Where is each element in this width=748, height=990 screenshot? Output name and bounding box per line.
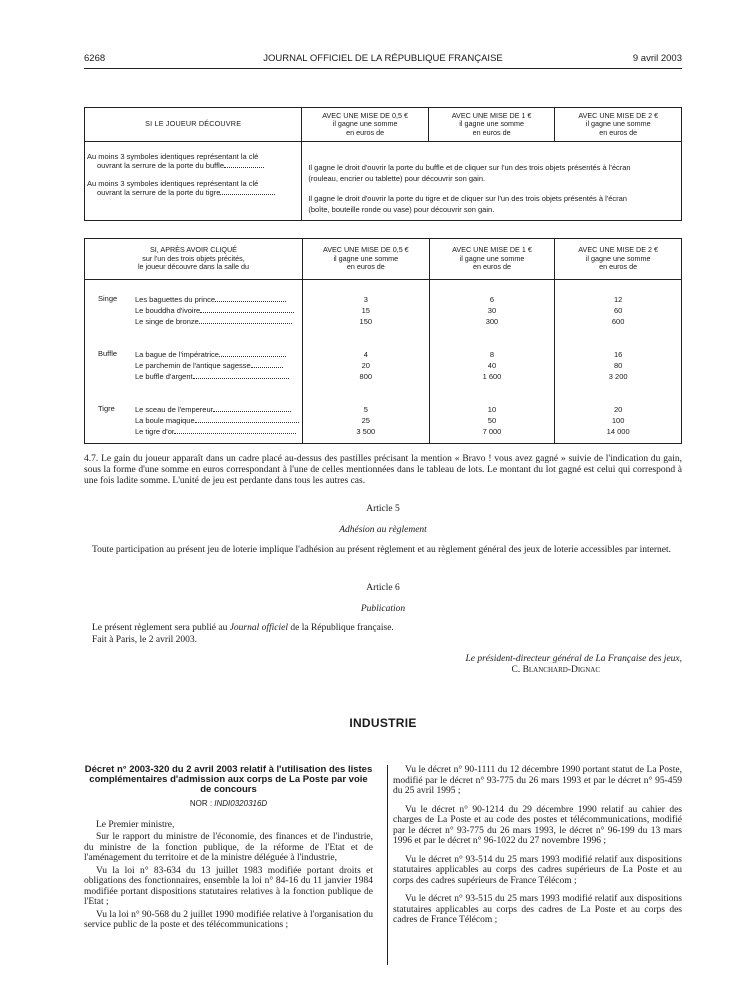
decree-paragraph: Vu le décret n° 93-514 du 25 mars 1993 modifié relatif aux dispositions statutaires applicables au corps des cadres supérieurs de La Poste et au corps des cadres supérieurs de France Télécom ; <box>393 854 682 886</box>
decree-paragraph: Vu le décret n° 90-1111 du 12 décembre 1990 portant statut de La Poste, modifié par le décret n° 93-775 du 26 mars 1993 et par le décret n° 95-459 du 25 avril 1995 ; <box>393 765 682 796</box>
group-singe <box>85 294 302 327</box>
journal-title: JOURNAL OFFICIEL DE LA RÉPUBLIQUE FRANÇAISE <box>263 53 503 64</box>
article-5-subtitle: Adhésion au règlement <box>339 525 427 535</box>
group-name: Tigre <box>98 404 115 413</box>
list-item: La bague de l'impératrice <box>85 349 302 360</box>
header-cell-stake-1: AVEC UNE MISE DE 1 € il gagne une somme en euros de <box>428 108 555 142</box>
items-column <box>85 280 303 444</box>
article-6-text: Le présent règlement sera publié au Journal officiel de la République française. <box>92 623 394 633</box>
value-cell: 25 <box>361 416 370 425</box>
decree-paragraph: Vu la loi n° 83-634 du 13 juillet 1983 modifiée portant droits et obligations des fonctionnaires, ensemble la loi n° 84-16 du 11 janvier 1984 modifiée portant dispositions statutaires relatives à la fonction publique de l'Etat ; <box>84 865 373 907</box>
leader-dots <box>224 162 264 168</box>
prizes-table <box>84 238 682 444</box>
list-item: Les baguettes du prince <box>85 294 302 305</box>
stake-2-column <box>555 280 682 444</box>
header-cell-stake-05: AVEC UNE MISE DE 0,5 € il gagne une somme en euros de <box>302 108 429 142</box>
decree-paragraph: Le Premier ministre, <box>96 819 175 830</box>
article-5-text: Toute participation au présent jeu de loterie implique l'adhésion au présent règlement et au règlement général des jeux de loterie accessibles par internet. <box>92 545 671 555</box>
row2-label-line1: Au moins 3 symboles identiques représentant la clé <box>87 179 259 188</box>
leader-dots <box>220 189 275 195</box>
value-cell: 20 <box>613 405 623 414</box>
value-cell: 600 <box>611 317 625 326</box>
keys-table <box>84 107 682 221</box>
article-6-subtitle: Publication <box>360 604 406 614</box>
value-cell: 7 000 <box>482 427 502 436</box>
value-cell: 300 <box>485 317 499 326</box>
value-cell: 30 <box>487 306 497 315</box>
table-header-row <box>85 108 682 142</box>
decree-paragraph: Vu le décret n° 90-1214 du 29 décembre 1990 relatif au cahier des charges de La Poste et au code des postes et télécommunications, modifié par le décret n° 93-775 du 26 mars 1993, le décret n° 96-199 du 13 mars 1996 et par le décret n° 96-1022 du 27 novembre 1996 ; <box>393 804 682 846</box>
table-body-row <box>85 280 682 444</box>
list-item: Le bouddha d'ivoire <box>85 305 302 316</box>
running-header <box>84 53 682 67</box>
row2-gain-line2: (boîte, bouteille ronde ou vase) pour découvrir son gain. <box>308 205 495 214</box>
decree-left-column <box>84 765 373 931</box>
header-cell-stake-2: AVEC UNE MISE DE 2 € il gagne une somme en euros de <box>555 108 682 142</box>
article-6-title: Article 6 <box>366 583 400 593</box>
column-divider <box>387 765 388 965</box>
value-cell: 3 200 <box>608 372 628 381</box>
value-cell: 12 <box>613 295 623 304</box>
signature-name: C. Blanchard-Dignac <box>511 665 600 675</box>
table-row <box>85 142 682 221</box>
value-cell: 4 <box>363 350 368 359</box>
group-tigre <box>85 404 302 437</box>
table-header-row <box>85 239 682 280</box>
decree-paragraph: Vu la loi n° 90-568 du 2 juillet 1990 modifiée relative à l'organisation du service public de la poste et des télécommunications ; <box>84 909 373 930</box>
article-6-done: Fait à Paris, le 2 avril 2003. <box>92 635 198 645</box>
value-cell: 40 <box>487 361 497 370</box>
article-5-title: Article 5 <box>366 504 400 514</box>
group-buffle <box>85 349 302 382</box>
value-cell: 60 <box>613 306 623 315</box>
value-cell: 14 000 <box>606 427 630 436</box>
value-cell: 50 <box>487 416 497 425</box>
value-cell: 100 <box>611 416 625 425</box>
row2-gain-line1: Il gagne le droit d'ouvrir la porte du tigre et de cliquer sur l'un des trois objets présentés à l'écran <box>308 194 627 203</box>
header-cell-stake-1: AVEC UNE MISE DE 1 € il gagne une somme en euros de <box>429 239 555 280</box>
header-rule <box>84 68 682 69</box>
list-item: Le singe de bronze <box>85 316 302 327</box>
list-item: Le buffle d'argent <box>85 371 302 382</box>
value-cell: 1 600 <box>482 372 502 381</box>
row1-gain-line1: Il gagne le droit d'ouvrir la porte du buffle et de cliquer sur l'un des trois objets présentés à l'écran <box>308 163 631 172</box>
row1-label-line1: Au moins 3 symboles identiques représentant la clé <box>87 152 259 161</box>
nor-line: NOR : INDI0320316D <box>189 799 268 808</box>
page-number: 6268 <box>84 53 106 64</box>
row1-gain-line2: (rouleau, encrier ou tablette) pour découvrir son gain. <box>308 174 486 183</box>
value-cell: 150 <box>359 317 373 326</box>
issue-date: 9 avril 2003 <box>632 53 682 64</box>
decree-title: Décret n° 2003-320 du 2 avril 2003 relatif à l'utilisation des listes complémentaires d'admission aux corps de La Poste par voie de concours <box>84 764 373 795</box>
value-cell: 3 <box>363 295 368 304</box>
header-cell-condition: SI LE JOUEUR DÉCOUVRE <box>85 108 302 142</box>
gain-cell <box>302 142 682 221</box>
list-item: Le tigre d'or <box>85 426 302 437</box>
list-item: Le parchemin de l'antique sagesse <box>85 360 302 371</box>
section-title: INDUSTRIE <box>349 716 417 730</box>
value-cell: 80 <box>613 361 623 370</box>
paragraph-4-7: 4.7. Le gain du joueur apparaît dans un cadre placé au-dessus des pastilles précisant la mention « Bravo ! vous avez gagné » suivie de l'indication du gain, sous la forme d'une somme en euros correspondant à l'une de celles mentionnées dans le tableau de lots. Le montant du lot gagné est celui qui correspond à une fois ladite somme. L'unité de jeu est perdante dans tous les autres cas. <box>84 454 682 486</box>
header-cell-stake-05: AVEC UNE MISE DE 0,5 € il gagne une somme en euros de <box>302 239 429 280</box>
list-item: Le sceau de l'empereur <box>85 404 302 415</box>
header-cell-room: SI, APRÈS AVOIR CLIQUÉ sur l'un des trois objets précités, le joueur découvre dans la salle du <box>85 239 303 280</box>
stake-1-column <box>429 280 555 444</box>
condition-cell <box>85 142 302 221</box>
value-cell: 20 <box>361 361 370 370</box>
decree-right-column <box>393 765 682 934</box>
value-cell: 800 <box>359 372 373 381</box>
signature-role: Le président-directeur général de La Française des jeux, <box>465 654 682 664</box>
value-cell: 5 <box>363 405 368 414</box>
value-cell: 6 <box>489 295 495 304</box>
value-cell: 10 <box>487 405 497 414</box>
value-cell: 8 <box>489 350 495 359</box>
decree-paragraph: Sur le rapport du ministre de l'économie, des finances et de l'industrie, du ministre de la fonction publique, de la réforme de l'Etat et de l'aménagement du territoire et de la ministre déléguée à l'industrie, <box>84 832 373 863</box>
row1-label-line2: ouvrant la serrure de la porte du buffle <box>97 161 225 170</box>
group-name: Buffle <box>98 349 118 358</box>
group-name: Singe <box>98 294 118 303</box>
stake-05-column <box>302 280 429 444</box>
header-cell-stake-2: AVEC UNE MISE DE 2 € il gagne une somme en euros de <box>555 239 682 280</box>
decree-paragraph: Vu le décret n° 93-515 du 25 mars 1993 modifié relatif aux dispositions statutaires applicables au corps des cadres de La Poste et au corps des cadres de France Télécom ; <box>393 894 682 925</box>
value-cell: 15 <box>361 306 370 315</box>
value-cell: 3 500 <box>356 427 376 436</box>
list-item: La boule magique <box>85 415 302 426</box>
value-cell: 16 <box>613 350 623 359</box>
row2-label-line2: ouvrant la serrure de la porte du tigre <box>97 188 221 197</box>
